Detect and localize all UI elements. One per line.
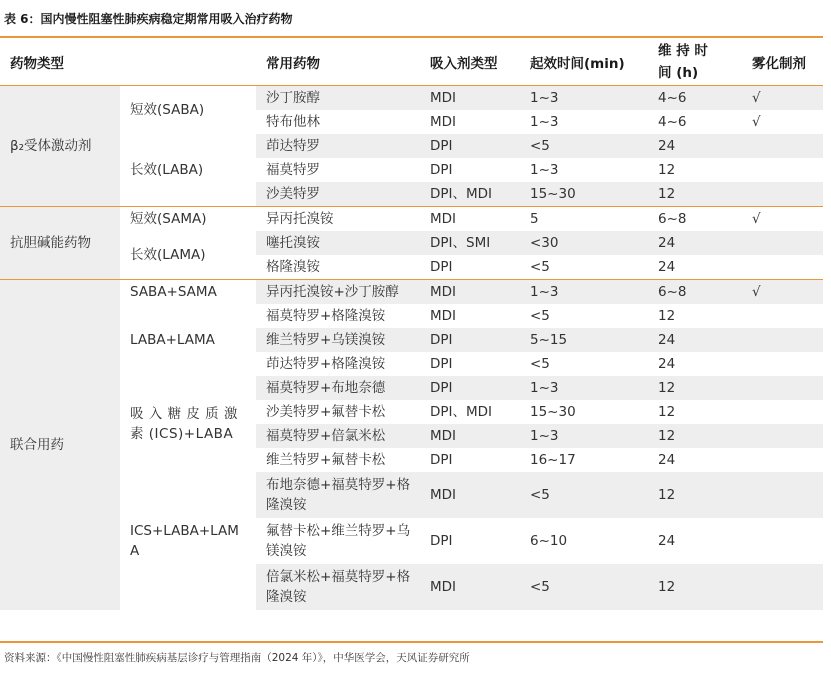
cell-device: MDI xyxy=(420,564,520,610)
cell-duration: 6~8 xyxy=(648,280,742,305)
cell-device: MDI xyxy=(420,280,520,305)
cell-onset: 16~17 xyxy=(520,448,648,472)
cell-drug: 沙美特罗 xyxy=(256,182,420,207)
cell-nebulizer xyxy=(742,448,823,472)
cell-onset: <5 xyxy=(520,352,648,376)
cell-onset: 1~3 xyxy=(520,280,648,305)
cell-drug: 异丙托溴铵+沙丁胺醇 xyxy=(256,280,420,305)
cell-duration: 24 xyxy=(648,255,742,280)
cell-nebulizer: √ xyxy=(742,110,823,134)
subgroup-lama: 长效(LAMA) xyxy=(120,231,256,280)
cell-device: MDI xyxy=(420,472,520,518)
cell-drug: 维兰特罗+乌镁溴铵 xyxy=(256,328,420,352)
cell-onset: 5~15 xyxy=(520,328,648,352)
header-drug: 常用药物 xyxy=(256,38,420,86)
cell-onset: 1~3 xyxy=(520,424,648,448)
cell-duration: 24 xyxy=(648,352,742,376)
cell-device: DPI xyxy=(420,352,520,376)
cell-device: MDI xyxy=(420,424,520,448)
cell-duration: 24 xyxy=(648,518,742,564)
header-device: 吸入剂类型 xyxy=(420,38,520,86)
header-type: 药物类型 xyxy=(0,38,256,86)
subgroup-saba: 短效(SABA) xyxy=(120,86,256,135)
cell-duration: 12 xyxy=(648,472,742,518)
table-row xyxy=(0,280,823,305)
header-nebulizer: 雾化制剂 xyxy=(742,38,823,86)
bottom-divider xyxy=(0,641,823,643)
cell-drug: 维兰特罗+氟替卡松 xyxy=(256,448,420,472)
cell-drug: 氟替卡松+维兰特罗+乌镁溴铵 xyxy=(256,518,420,564)
cell-nebulizer xyxy=(742,328,823,352)
cell-device: DPI xyxy=(420,376,520,400)
cell-device: DPI、SMI xyxy=(420,231,520,255)
table-row xyxy=(0,472,823,518)
cell-nebulizer xyxy=(742,231,823,255)
table-row xyxy=(0,207,823,232)
cell-onset: <5 xyxy=(520,472,648,518)
cell-duration: 12 xyxy=(648,158,742,182)
cell-drug: 福莫特罗+倍氯米松 xyxy=(256,424,420,448)
cell-onset: 6~10 xyxy=(520,518,648,564)
cell-device: DPI xyxy=(420,158,520,182)
cell-device: DPI、MDI xyxy=(420,182,520,207)
cell-duration: 12 xyxy=(648,400,742,424)
cell-duration: 12 xyxy=(648,304,742,328)
cell-nebulizer xyxy=(742,564,823,610)
cell-onset: <5 xyxy=(520,304,648,328)
cell-drug: 噻托溴铵 xyxy=(256,231,420,255)
cell-duration: 4~6 xyxy=(648,110,742,134)
cell-drug: 茚达特罗+格隆溴铵 xyxy=(256,352,420,376)
cell-device: MDI xyxy=(420,207,520,232)
cell-onset: 1~3 xyxy=(520,86,648,111)
cell-nebulizer xyxy=(742,400,823,424)
cell-device: MDI xyxy=(420,86,520,111)
group-combo: 联合用药 xyxy=(0,280,120,611)
header-row xyxy=(0,38,823,86)
cell-device: DPI xyxy=(420,448,520,472)
cell-onset: 15~30 xyxy=(520,400,648,424)
cell-drug: 格隆溴铵 xyxy=(256,255,420,280)
cell-nebulizer xyxy=(742,134,823,158)
source-note: 资料来源：《中国慢性阻塞性肺疾病基层诊疗与管理指南（2024 年）》，中华医学会，天风证券研究所 xyxy=(4,652,470,664)
cell-onset: <5 xyxy=(520,564,648,610)
cell-onset: <5 xyxy=(520,134,648,158)
cell-nebulizer: √ xyxy=(742,86,823,111)
cell-drug: 福莫特罗+布地奈德 xyxy=(256,376,420,400)
cell-duration: 24 xyxy=(648,231,742,255)
cell-nebulizer xyxy=(742,424,823,448)
cell-nebulizer xyxy=(742,304,823,328)
cell-drug: 沙丁胺醇 xyxy=(256,86,420,111)
cell-nebulizer: √ xyxy=(742,207,823,232)
table-row xyxy=(0,304,823,328)
cell-device: DPI xyxy=(420,134,520,158)
table-row xyxy=(0,231,823,255)
cell-duration: 12 xyxy=(648,182,742,207)
cell-duration: 12 xyxy=(648,564,742,610)
header-duration: 维 持 时 间 (h) xyxy=(648,38,742,86)
drug-table xyxy=(0,38,823,610)
cell-nebulizer xyxy=(742,182,823,207)
cell-duration: 12 xyxy=(648,376,742,400)
subgroup-saba-sama: SABA+SAMA xyxy=(120,280,256,305)
cell-device: DPI xyxy=(420,518,520,564)
table-row xyxy=(0,134,823,158)
cell-onset: <30 xyxy=(520,231,648,255)
cell-nebulizer xyxy=(742,472,823,518)
cell-drug: 异丙托溴铵 xyxy=(256,207,420,232)
subgroup-sama: 短效(SAMA) xyxy=(120,207,256,232)
cell-nebulizer: √ xyxy=(742,280,823,305)
cell-nebulizer xyxy=(742,518,823,564)
subgroup-ics-laba: 吸 入 糖 皮 质 激 素 (ICS)+LABA xyxy=(120,376,256,472)
cell-onset: 5 xyxy=(520,207,648,232)
cell-device: MDI xyxy=(420,304,520,328)
cell-device: DPI、MDI xyxy=(420,400,520,424)
subgroup-ics-laba-lama: ICS+LABA+LAMA xyxy=(120,472,256,610)
cell-drug: 福莫特罗+格隆溴铵 xyxy=(256,304,420,328)
table-row xyxy=(0,376,823,400)
cell-onset: 15~30 xyxy=(520,182,648,207)
cell-nebulizer xyxy=(742,158,823,182)
cell-duration: 12 xyxy=(648,424,742,448)
cell-drug: 倍氯米松+福莫特罗+格隆溴铵 xyxy=(256,564,420,610)
cell-onset: 1~3 xyxy=(520,110,648,134)
cell-onset: <5 xyxy=(520,255,648,280)
cell-duration: 4~6 xyxy=(648,86,742,111)
group-beta2: β₂受体激动剂 xyxy=(0,86,120,207)
group-anticholinergic: 抗胆碱能药物 xyxy=(0,207,120,280)
cell-duration: 24 xyxy=(648,328,742,352)
table-body xyxy=(0,86,823,611)
cell-duration: 24 xyxy=(648,448,742,472)
table-row xyxy=(0,86,823,111)
cell-drug: 特布他林 xyxy=(256,110,420,134)
cell-drug: 福莫特罗 xyxy=(256,158,420,182)
cell-nebulizer xyxy=(742,352,823,376)
subgroup-laba-lama: LABA+LAMA xyxy=(120,304,256,376)
table-caption: 表 6：国内慢性阻塞性肺疾病稳定期常用吸入治疗药物 xyxy=(4,12,293,26)
cell-duration: 24 xyxy=(648,134,742,158)
cell-nebulizer xyxy=(742,255,823,280)
cell-device: DPI xyxy=(420,255,520,280)
header-onset: 起效时间(min) xyxy=(520,38,648,86)
cell-drug: 布地奈德+福莫特罗+格隆溴铵 xyxy=(256,472,420,518)
cell-drug: 茚达特罗 xyxy=(256,134,420,158)
cell-device: MDI xyxy=(420,110,520,134)
cell-duration: 6~8 xyxy=(648,207,742,232)
cell-drug: 沙美特罗+氟替卡松 xyxy=(256,400,420,424)
cell-onset: 1~3 xyxy=(520,158,648,182)
cell-device: DPI xyxy=(420,328,520,352)
subgroup-laba: 长效(LABA) xyxy=(120,134,256,207)
cell-nebulizer xyxy=(742,376,823,400)
cell-onset: 1~3 xyxy=(520,376,648,400)
